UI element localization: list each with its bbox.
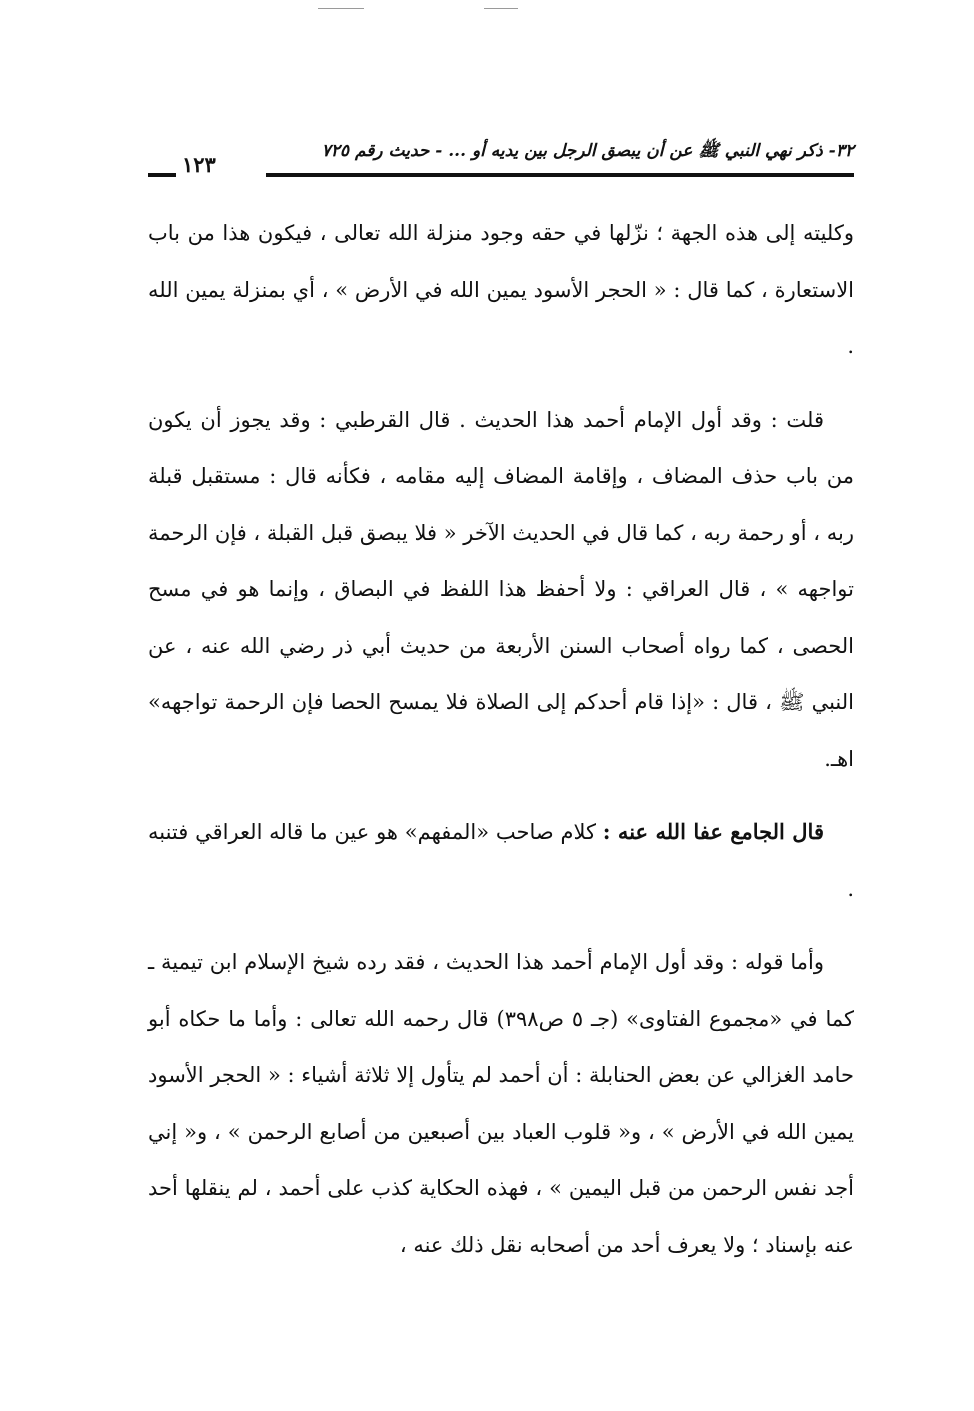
paragraph	[148, 804, 854, 917]
paragraph	[148, 392, 854, 788]
crop-mark-right	[484, 8, 518, 9]
header-rule	[266, 173, 854, 177]
running-title: ٣٢- ذكر نهي النبي ﷺ عن أن يبصق الرجل بين يديه أو ... - حديث رقم ٧٢٥	[321, 141, 854, 161]
page-number-dash	[148, 173, 176, 177]
paragraph	[148, 205, 854, 375]
paragraph-text: وكليته إلى هذه الجهة ؛ نزّلها في حقه وجود منزلة الله تعالى ، فيكون هذا من باب الاستعارة ، كما قال : « الحجر الأسود يمين الله في الأرض » ، أي بمنزلة يمين الله .	[148, 221, 854, 358]
paragraph-lead: قال الجامع عفا الله عنه :	[602, 819, 824, 844]
paragraph	[148, 934, 854, 1273]
body-text	[148, 205, 854, 1290]
paragraph-text: قلت : وقد أول الإمام أحمد هذا الحديث . قال القرطبي : وقد يجوز أن يكون من باب حذف المضاف ، وإقامة المضاف إليه مقامه ، فكأنه قال : مستقبل قبلة ربه ، أو رحمة ربه ، كما قال في الحديث الآخر « فلا يبصق قبل القبلة ، فإن الرحمة تواجهه » ، قال العراقي : ولا أحفظ هذا اللفظ في البصاق ، وإنما هو في مسح الحصى ، كما رواه أصحاب السنن الأربعة من حديث أبي ذر رضي الله عنه ، عن النبي ﷺ ، قال : «إذا قام أحدكم إلى الصلاة فلا يمسح الحصا فإن الرحمة تواجهه» اهـ.	[148, 407, 854, 771]
crop-mark-left	[318, 8, 364, 9]
paragraph-text: وأما قوله : وقد أول الإمام أحمد هذا الحديث ، فقد رده شيخ الإسلام ابن تيمية ـ كما في «مجموع الفتاوى» (جـ ٥ ص٣٩٨) قال رحمه الله تعالى : وأما ما حكاه أبو حامد الغزالي عن بعض الحنابلة : أن أحمد لم يتأول إلا ثلاثة أشياء : « الحجر الأسود يمين الله في الأرض » ، و« قلوب العباد بين أصبعين من أصابع الرحمن » ، و« إني أجد نفس الرحمن من قبل اليمين » ، فهذه الحكاية كذب على أحمد ، لم ينقلها أحد عنه بإسناد ؛ ولا يعرف أحد من أصحابه نقل ذلك عنه ،	[148, 950, 854, 1257]
page-number: ١٢٣	[182, 152, 216, 177]
paragraph-text: كلام صاحب «المفهم» هو عين ما قاله العراقي فتنبه .	[148, 820, 854, 901]
page-header	[148, 140, 854, 184]
